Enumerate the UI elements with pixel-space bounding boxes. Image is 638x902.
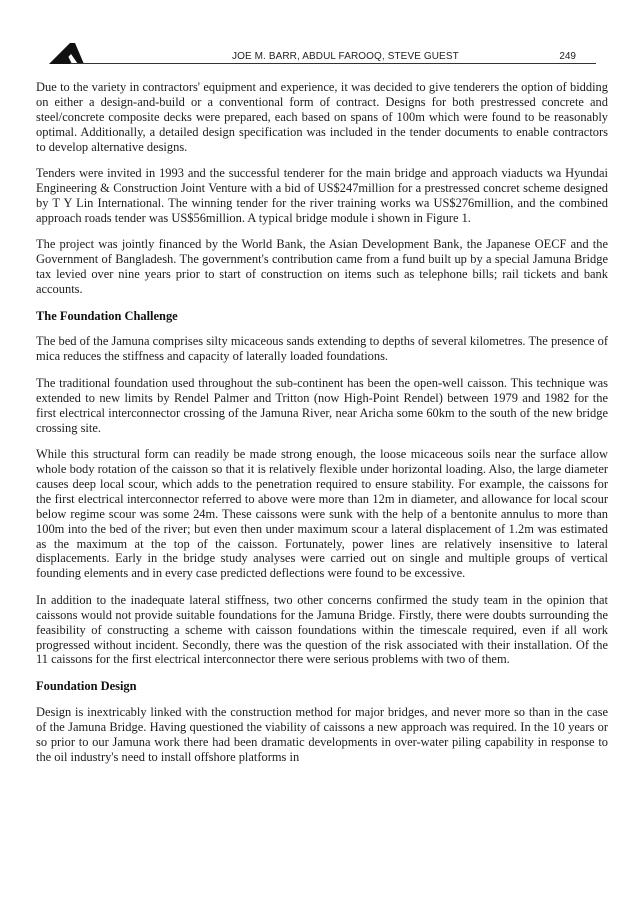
paragraph: Due to the variety in contractors' equipment and experience, it was decided to give tenderers the option of bidding on either a design-and-build or a conventional form of contract. Designs for both prestressed concrete and steel/concrete composite decks were prepared, each based on spans of 100m which were found to be reasonably optimal. Additionally, a detailed design specification was included in the tender documents to enable contractors to develop alternative designs. [36,80,608,154]
section-heading: Foundation Design [36,678,137,693]
header-authors: JOE M. BARR, ABDUL FAROOQ, STEVE GUEST [232,51,459,62]
paragraph: While this structural form can readily be made strong enough, the loose micaceous soils near the surface allow whole body rotation of the caisson so that it is relatively flexible under horizontal loading. Also, the large diameter causes deep local scour, which adds to the penetration required to ensure stability. For example, the caissons for the first electrical interconnector referred to above were more than 12m in diameter, and allowance for local scour below regime scour was some 24m. These caissons were sunk with the help of a bentonite annulus to more than 100m into the bed of the river; but even then under maximum scour a lateral displacement of 1.2m was estimated as the maximum at the top of the caisson. Fortunately, power lines are relatively insensitive to lateral displacements. Early in the bridge study analyses were carried out on single and multiple groups of vertical founding elements and in every case predicted deflections were found to be excessive. [36,447,608,581]
running-header [34,42,598,66]
paragraph: The traditional foundation used throughout the sub-continent has been the open-well caisson. This technique was extended to new limits by Rendel Palmer and Tritton (now High-Point Rendel) between 1979 and 1982 for the first electrical interconnector crossing of the Jamuna River, near Aricha some 60km to the south of the new bridge crossing site. [36,375,608,435]
paragraph: In addition to the inadequate lateral stiffness, two other concerns confirmed the study team in the opinion that caissons would not provide suitable foundations for the Jamuna Bridge. Firstly, there were doubts surrounding the feasibility of constructing a scheme with caisson foundations within the timescale required, even if all work progressed without incident. Secondly, there was the question of the risk associated with their installation. Of the 11 caissons for the first electrical interconnector there were serious problems with two of them. [36,592,608,667]
header-rule [70,63,596,64]
paragraph: The bed of the Jamuna comprises silty micaceous sands extending to depths of several kilometres. The presence of mica reduces the stiffness and capacity of laterally loaded foundations. [36,334,608,364]
section-heading: The Foundation Challenge [36,308,178,323]
page-number: 249 [559,51,576,62]
paragraph: The project was jointly financed by the World Bank, the Asian Development Bank, the Japanese OECF and the Government of Bangladesh. The government's contribution came from a fund built up by a special Jamuna Bridge tax levied over nine years prior to start of construction on items such as telephone bills; rail tickets and bank accounts. [36,237,608,297]
body-text [36,80,608,776]
paragraph: Design is inextricably linked with the construction method for major bridges, and never more so than in the case of the Jamuna Bridge. Having questioned the viability of caissons a new approach was required. In the 10 years or so prior to our Jamuna work there had been dramatic developments in over-water piling capability in response to the oil industry's need to install offshore platforms in [36,704,608,764]
paragraph: Tenders were invited in 1993 and the successful tenderer for the main bridge and approach viaducts wa Hyundai Engineering & Construction Joint Venture with a bid of US$247million for a prestressed concret scheme designed by T Y Lin International. The winning tender for the river training works wa US$276million, and the combined approach roads tender was US$56million. A typical bridge module i shown in Figure 1. [36,166,608,225]
